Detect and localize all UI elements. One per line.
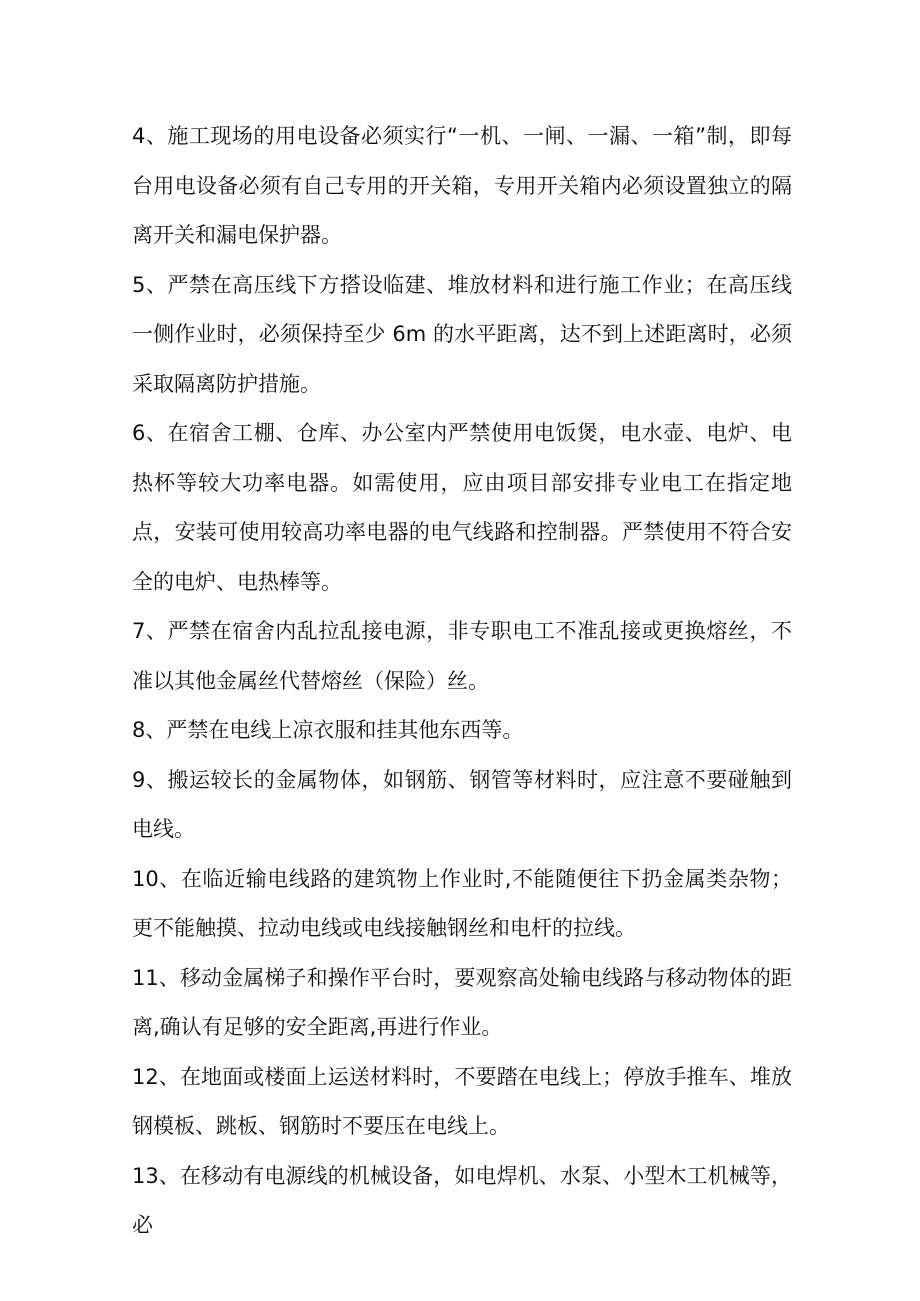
rule-item-11: 11、移动金属梯子和操作平台时，要观察高处输电线路与移动物体的距离,确认有足够的安全距离,再进行作业。 (132, 965, 792, 1039)
rule-item-5: 5、严禁在高压线下方搭设临建、堆放材料和进行施工作业；在高压线一侧作业时，必须保持至少 6m 的水平距离，达不到上述距离时，必须采取隔离防护措施。 (132, 272, 792, 396)
rule-item-4: 4、施工现场的用电设备必须实行“一机、一闸、一漏、一箱”制，即每台用电设备必须有自己专用的开关箱，专用开关箱内必须设置独立的隔离开关和漏电保护器。 (132, 124, 792, 247)
rule-item-12: 12、在地面或楼面上运送材料时，不要踏在电线上；停放手推车、堆放钢模板、跳板、钢筋时不要压在电线上。 (132, 1064, 792, 1138)
document-body (132, 112, 792, 1251)
rule-item-13: 13、在移动有电源线的机械设备，如电焊机、水泵、小型木工机械等，必 (132, 1163, 792, 1237)
rule-item-10: 10、在临近输电线路的建筑物上作业时,不能随便往下扔金属类杂物；更不能触摸、拉动电线或电线接触钢丝和电杆的拉线。 (132, 866, 792, 940)
rule-item-8: 8、严禁在电线上凉衣服和挂其他东西等。 (132, 718, 524, 742)
rule-item-7: 7、严禁在宿舍内乱拉乱接电源，非专职电工不准乱接或更换熔丝，不准以其他金属丝代替熔丝（保险）丝。 (132, 619, 792, 693)
rule-item-9: 9、搬运较长的金属物体，如钢筋、钢管等材料时，应注意不要碰触到电线。 (132, 767, 792, 841)
rule-item-6: 6、在宿舍工棚、仓库、办公室内严禁使用电饭煲，电水壶、电炉、电热杯等较大功率电器。如需使用，应由项目部安排专业电工在指定地点，安装可使用较高功率电器的电气线路和控制器。严禁使用不符合安全的电炉、电热棒等。 (132, 421, 792, 594)
